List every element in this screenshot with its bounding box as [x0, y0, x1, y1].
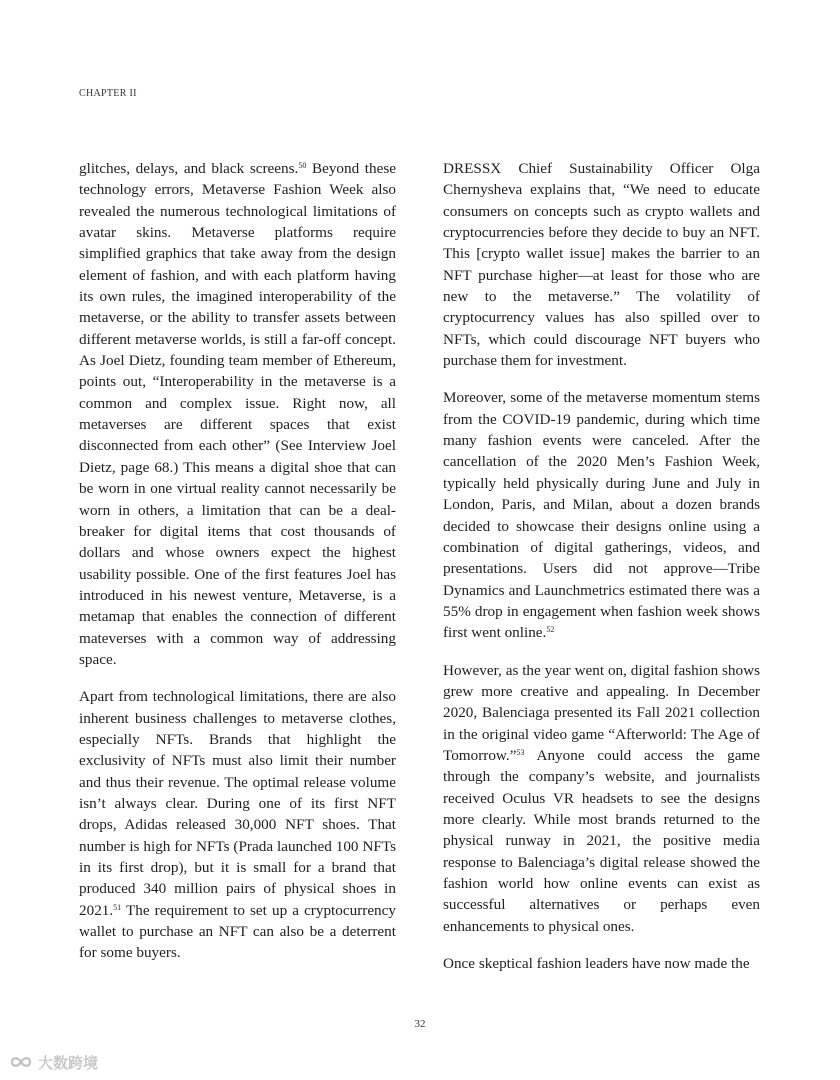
left-column [79, 158, 396, 980]
text-run: The requirement to set up a cryptocurrency wallet to purchase an NFT can also be a deterrent for some buyers. [79, 901, 396, 962]
right-column [443, 158, 760, 990]
text-run: glitches, delays, and black screens. [79, 160, 299, 177]
right-paragraph-3 [443, 660, 760, 937]
footnote-ref-51: 51 [113, 902, 122, 912]
right-paragraph-2 [443, 387, 760, 643]
text-run: Apart from technological limitations, there are also inherent business challenges to metaverse clothes, especially NFTs. Brands that highlight the exclusivity of NFTs must also limit their number and thus their revenue. The optimal release volume isn’t always clear. During one of its first NFT drops, Adidas released 30,000 NFT shoes. That number is high for NFTs (Prada launched 100 NFTs in its first drop), but it is small for a brand that produced 340 million pairs of physical shoes in 2021. [79, 688, 396, 919]
text-run: Moreover, some of the metaverse momentum stems from the COVID-19 pandemic, during which time many fashion events were canceled. After the cancellation of the 2020 Men’s Fashion Week, typically held physically during June and July in London, Paris, and Milan, about a dozen brands decided to showcase their designs online using a combination of digital gatherings, videos, and presentations. Users did not approve—Tribe Dynamics and Launchmetrics estimated there was a 55% drop in engagement when fashion week shows first went online. [443, 389, 760, 642]
footnote-ref-53: 53 [516, 747, 525, 757]
footnote-ref-52: 52 [546, 625, 555, 635]
chapter-label: CHAPTER II [79, 88, 137, 99]
watermark-text: 大数跨境 [38, 1053, 99, 1072]
left-paragraph-2 [79, 686, 396, 963]
watermark [8, 1050, 98, 1074]
right-paragraph-4: Once skeptical fashion leaders have now made the [443, 955, 750, 973]
text-run: Anyone could access the game through the company’s website, and journalists received Oculus VR headsets to see the designs more clearly. While most brands returned to the physical runway in 2021, the positive media response to Balenciaga’s digital release showed the fashion world how online events can exist as successful alternatives or perhaps even enhancements to physical ones. [443, 746, 760, 935]
page-number: 32 [414, 1018, 426, 1030]
right-paragraph-1: DRESSX Chief Sustainability Officer Olga Chernysheva explains that, “We need to educate consumers on concepts such as crypto wallets and cryptocurrencies before they decide to buy an NFT. This [crypto wallet issue] makes the barrier to an NFT purchase higher—at least for those who are new to the metaverse.” The volatility of cryptocurrency values has also spilled over to NFTs, which could discourage NFT buyers who purchase them for investment. [443, 160, 760, 370]
infinity-logo-icon [8, 1054, 34, 1070]
footnote-ref-50: 50 [298, 161, 307, 170]
left-paragraph-1 [79, 158, 396, 670]
text-run: However, as the year went on, digital fashion shows grew more creative and appealing. In December 2020, Balenciaga presented its Fall 2021 collection in the original video game “Afterworld: The Age of Tomorrow.” [443, 661, 760, 764]
text-run: Beyond these technology errors, Metaverse Fashion Week also revealed the numerous technological limitations of avatar skins. Metaverse platforms require simplified graphics that take away from the design element of fashion, and with each platform having its own rules, the imagined interoperability of the metaverse, or the ability to transfer assets between different metaverse worlds, is still a far-off concept. As Joel Dietz, founding team member of Ethereum, points out, “Interoperability in the metaverse is a common and complex issue. Right now, all metaverses are different spaces that exist disconnected from each other” (See Interview Joel Dietz, page 68.) This means a digital shoe that can be worn in one virtual reality cannot necessarily be worn in others, a limitation that can be a deal-breaker for digital items that cost thousands of dollars and whose owners expect the highest usability possible. One of the first features Joel has introduced in his newest venture, Metaverse, is a metamap that enables the connection of different mateverses with a common way of addressing space. [79, 160, 396, 668]
